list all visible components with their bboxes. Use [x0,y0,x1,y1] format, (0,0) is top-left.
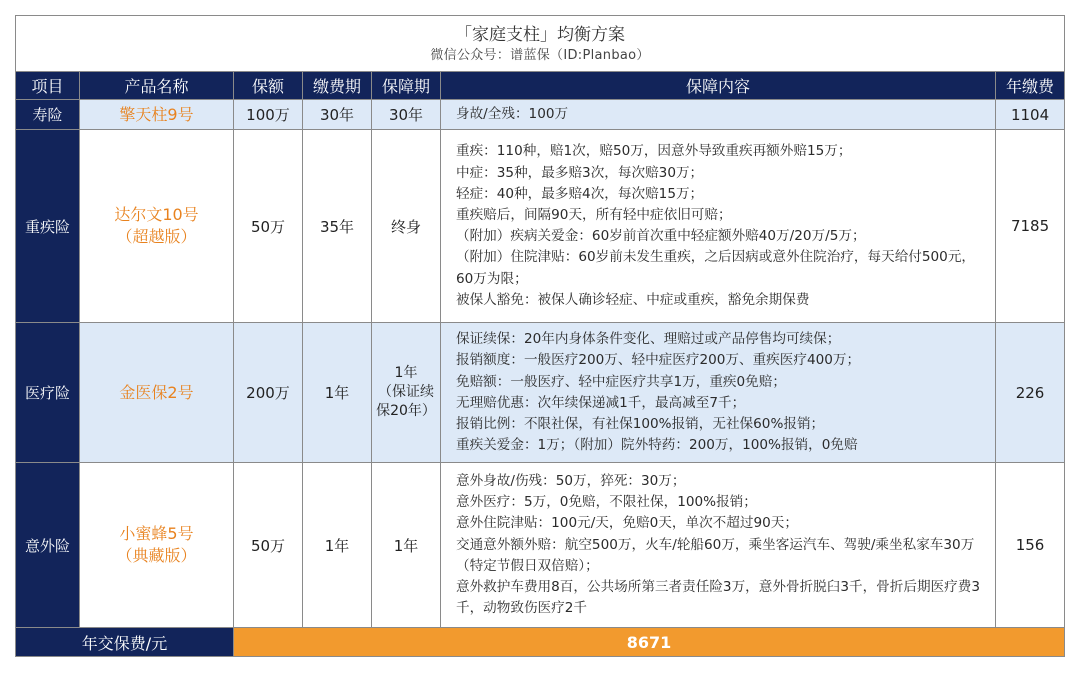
coverage-period-line: 1年 [394,365,418,382]
page-title: 「家庭支柱」均衡方案 [455,24,626,45]
amount-value: 50万 [250,217,286,236]
premium-value: 156 [1015,536,1045,555]
header-row [16,72,1065,100]
category-cell [16,130,80,323]
content-line: 免赔额：一般医疗、轻中症医疗共享1万，重疾0免赔； [456,373,786,390]
product-cell [80,130,234,323]
footer-row [16,628,1065,657]
product-name-line: 达尔文10号 [114,205,199,225]
content-cell [441,100,996,130]
content-line: 意外住院津贴：100元/天，免赔0天，单次不超过90天； [456,515,798,532]
plan-sheet [15,15,1064,665]
coverage-period-cell [372,130,441,323]
payment-period-value: 1年 [324,384,350,403]
coverage-period-cell [372,323,441,463]
header-category: 项目 [16,72,80,100]
content-line: 报销比例：不限社保，有社保100%报销，无社保60%报销； [456,415,825,432]
content-line: （附加）住院津贴：60岁前未发生重疾，之后因病或意外住院治疗，每天给付500元，60万为限； [456,249,976,287]
content-line: （附加）疾病关爱金：60岁前首次重中轻症额外赔40万/20万/5万； [456,228,866,245]
payment-period-value: 35年 [319,217,355,236]
content-cell [441,130,996,323]
amount-cell [234,323,303,463]
table-row [16,130,1065,323]
amount-value: 50万 [250,536,286,555]
content-line: 重疾：110种，赔1次，赔50万，因意外导致重疾再额外赔15万； [456,143,852,160]
content-cell [441,463,996,628]
category-label: 寿险 [32,106,63,125]
category-label: 医疗险 [24,384,70,403]
amount-value: 200万 [246,384,290,403]
coverage-period-line: 保20年） [376,403,436,420]
payment-period-value: 30年 [319,106,355,125]
content-line: 报销额度：一般医疗200万、轻中症医疗200万、重疾医疗400万； [456,352,861,369]
table-row [16,100,1065,130]
coverage-period-line: 30年 [388,106,424,125]
premium-value: 7185 [1010,217,1050,236]
header-coverage-period: 保障期 [372,72,441,100]
content-line: 身故/全残：100万 [456,106,569,122]
premium-cell [996,323,1065,463]
content-line: 保证续保：20年内身体条件变化、理赔过或产品停售均可续保； [456,331,841,348]
payment-period-value: 1年 [324,536,350,555]
table-row [16,463,1065,628]
content-line: 交通意外额外赔：航空500万，火车/轮船60万，乘坐客运汽车、驾驶/乘坐私家车30万（特定节假日双倍赔）； [456,536,975,574]
content-line: 无理赔优惠：次年续保递减1千，最高减至7千； [456,394,746,411]
content-line: 中症：35种，最多赔3次，每次赔30万； [456,164,704,181]
footer-total: 8671 [234,628,1065,657]
coverage-period-cell [372,100,441,130]
product-name-line: 小蜜蜂5号 [119,524,194,544]
payment-period-cell [303,463,372,628]
category-label: 意外险 [24,536,70,555]
coverage-period-cell [372,463,441,628]
product-cell [80,463,234,628]
header-payment-period: 缴费期 [303,72,372,100]
footer-label: 年交保费/元 [16,628,234,657]
premium-value: 226 [1015,383,1045,402]
amount-value: 100万 [246,106,290,125]
product-name-line: （典藏版） [116,546,197,566]
category-cell [16,100,80,130]
product-name-line: 金医保2号 [119,382,194,402]
content-cell [441,323,996,463]
content-line: 意外救护车费用8百，公共场所第三者责任险3万，意外骨折脱臼3千，骨折后期医疗费3千，动物致伤医疗2千 [456,579,980,617]
coverage-period-line: 1年 [393,536,419,555]
content-line: 意外身故/伤残：50万，猝死：30万； [456,472,686,489]
header-product: 产品名称 [80,72,234,100]
category-cell [16,323,80,463]
content-line: 重疾关爱金：1万；（附加）院外特药：200万，100%报销，0免赔 [456,437,858,454]
header-content: 保障内容 [441,72,996,100]
content-line: 意外医疗：5万，0免赔，不限社保，100%报销； [456,494,757,511]
content-line: 被保人豁免：被保人确诊轻症、中症或重疾，豁免余期保费 [456,291,810,308]
page-subtitle: 微信公众号：谱蓝保（ID:Planbao） [430,47,650,63]
coverage-period-line: 终身 [390,217,421,236]
premium-value: 1104 [1010,105,1050,124]
amount-cell [234,100,303,130]
table-title-cell [16,16,1065,72]
coverage-period-line: （保证续 [378,384,434,401]
payment-period-cell [303,130,372,323]
content-line: 重疾赔后，间隔90天，所有轻中症依旧可赔； [456,207,732,223]
plan-table [15,15,1065,657]
category-label: 重疾险 [24,217,70,236]
product-name-line: （超越版） [116,227,197,247]
product-cell [80,100,234,130]
amount-cell [234,130,303,323]
premium-cell [996,130,1065,323]
product-cell [80,323,234,463]
header-amount: 保额 [234,72,303,100]
header-premium: 年缴费 [996,72,1065,100]
category-cell [16,463,80,628]
product-name-line: 擎天柱9号 [119,104,194,124]
payment-period-cell [303,323,372,463]
premium-cell [996,463,1065,628]
table-row [16,323,1065,463]
payment-period-cell [303,100,372,130]
premium-cell [996,100,1065,130]
content-line: 轻症：40种，最多赔4次，每次赔15万； [456,185,704,202]
amount-cell [234,463,303,628]
